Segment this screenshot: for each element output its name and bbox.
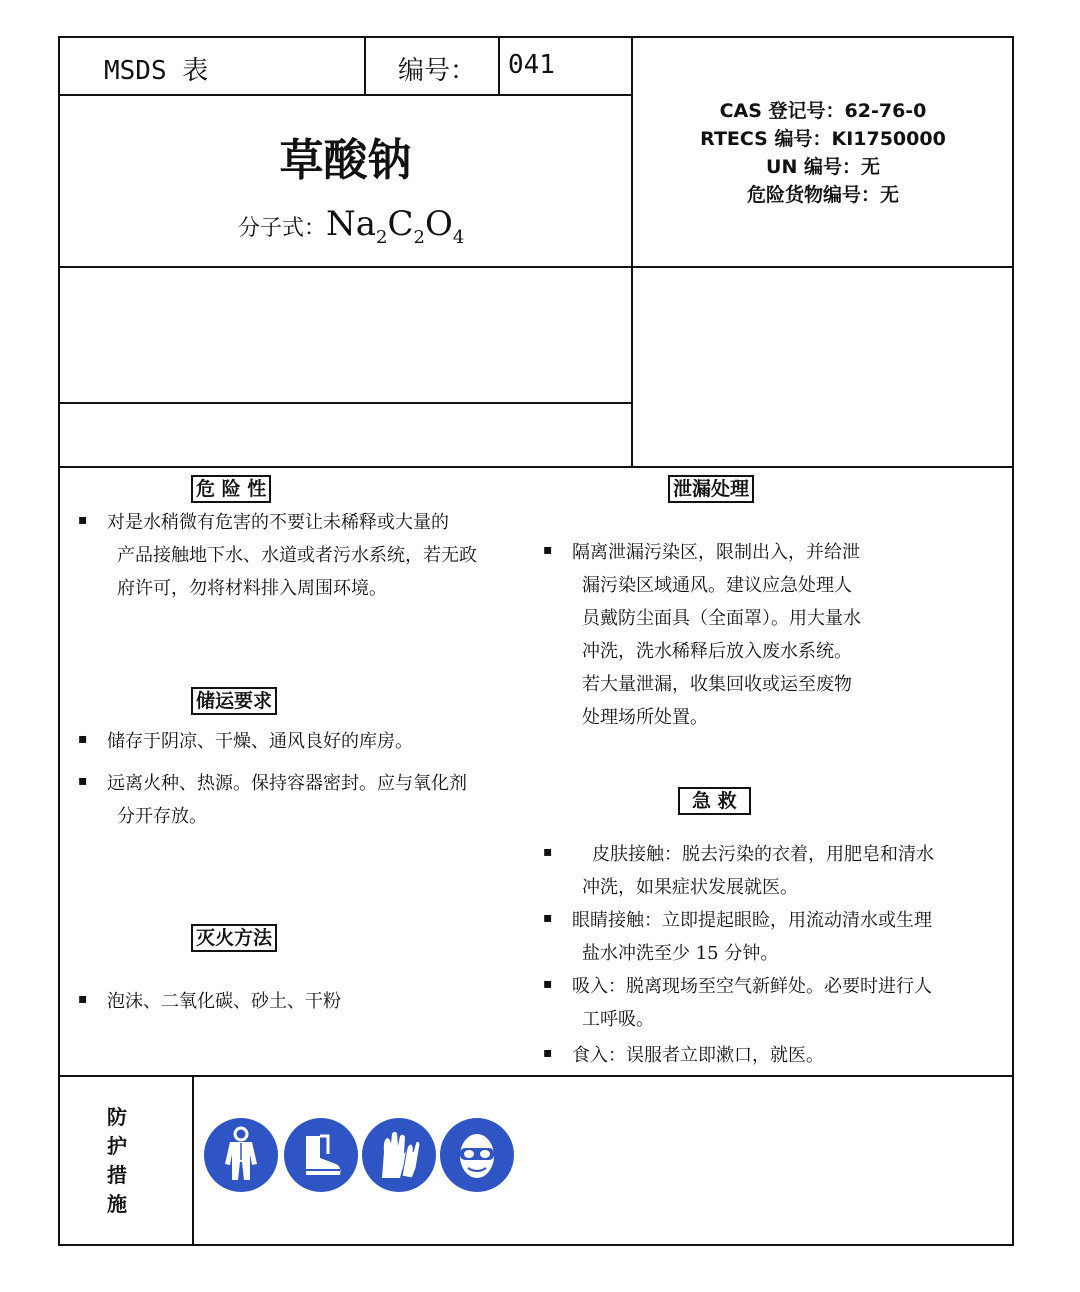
bullet-marker: ▪ bbox=[543, 844, 553, 860]
list-item-line: 若大量泄漏，收集回收或运至废物 bbox=[582, 674, 852, 695]
storage-section-title: 储运要求 bbox=[191, 687, 277, 715]
list-item-line: 产品接触地下水、水道或者污水系统，若无政 bbox=[117, 545, 477, 566]
number-label: 编号： bbox=[398, 56, 477, 86]
protective-gloves-icon bbox=[362, 1118, 436, 1192]
msds-sheet-frame bbox=[58, 36, 1014, 1246]
un-number: UN 编号：无 bbox=[766, 156, 880, 178]
bullet-marker: ▪ bbox=[543, 1045, 553, 1061]
grid-line bbox=[498, 38, 500, 95]
protective-suit-icon bbox=[204, 1118, 278, 1192]
face-shield-goggles-icon bbox=[440, 1118, 514, 1192]
list-item-line: 远离火种、热源。保持容器密封。应与氧化剂 bbox=[107, 773, 467, 794]
bullet-marker: ▪ bbox=[78, 512, 88, 528]
list-item-line: 员戴防尘面具（全面罩）。用大量水 bbox=[582, 608, 861, 629]
grid-line bbox=[60, 402, 632, 404]
fire-section-title: 灭火方法 bbox=[191, 924, 277, 952]
list-item-line: 分开存放。 bbox=[117, 806, 207, 827]
number-value: 041 bbox=[508, 50, 555, 80]
bullet-marker: ▪ bbox=[543, 976, 553, 992]
list-item-line: 盐水冲洗至少 15 分钟。 bbox=[582, 943, 779, 964]
grid-line bbox=[60, 266, 1013, 268]
substance-name: 草酸钠 bbox=[279, 135, 412, 186]
formula-value: $Na_2C_2O_4$ bbox=[326, 204, 465, 248]
list-item-line: 吸入：脱离现场至空气新鲜处。必要时进行人 bbox=[572, 976, 932, 997]
list-item-line: 泡沫、二氧化碳、砂土、干粉 bbox=[107, 991, 341, 1012]
bullet-marker: ▪ bbox=[78, 773, 88, 789]
list-item-line: 府许可，勿将材料排入周围环境。 bbox=[117, 578, 387, 599]
list-item-line: 储存于阴凉、干燥、通风良好的库房。 bbox=[107, 731, 413, 752]
list-item-line: 眼睛接触：立即提起眼睑，用流动清水或生理 bbox=[572, 910, 932, 931]
grid-line bbox=[60, 1075, 1013, 1077]
list-item-line: 漏污染区域通风。建议应急处理人 bbox=[582, 575, 852, 596]
list-item-line: 冲洗，洗水稀释后放入废水系统。 bbox=[582, 641, 852, 662]
dangerous-goods-number: 危险货物编号：无 bbox=[746, 184, 899, 206]
list-item-line: 食入：误服者立即漱口，就医。 bbox=[572, 1045, 824, 1066]
cas-number: CAS 登记号：62-76-0 bbox=[719, 100, 927, 122]
molecular-formula bbox=[238, 204, 464, 248]
grid-line bbox=[60, 466, 1013, 468]
hazard-section-title: 危 险 性 bbox=[191, 475, 271, 503]
list-item-line: 冲洗，如果症状发展就医。 bbox=[582, 877, 798, 898]
rtecs-number: RTECS 编号：KI1750000 bbox=[700, 128, 946, 150]
grid-line bbox=[192, 1076, 194, 1244]
grid-line bbox=[364, 38, 366, 95]
first-aid-section-title: 急 救 bbox=[678, 787, 751, 815]
list-item-line: 处理场所处置。 bbox=[582, 707, 708, 728]
bullet-marker: ▪ bbox=[543, 542, 553, 558]
formula-label: 分子式： bbox=[238, 216, 327, 241]
list-item-line: 皮肤接触：脱去污染的衣着，用肥皂和清水 bbox=[592, 844, 934, 865]
bullet-marker: ▪ bbox=[543, 910, 553, 926]
msds-label: MSDS 表 bbox=[104, 56, 209, 86]
list-item-line: 工呼吸。 bbox=[582, 1009, 654, 1030]
grid-line bbox=[60, 94, 633, 96]
leak-section-title: 泄漏处理 bbox=[668, 475, 754, 503]
bullet-marker: ▪ bbox=[78, 731, 88, 747]
protection-label: 防 护 措 施 bbox=[107, 1105, 127, 1216]
bullet-marker: ▪ bbox=[78, 991, 88, 1007]
list-item-line: 对是水稍微有危害的不要让未稀释或大量的 bbox=[107, 512, 449, 533]
list-item-line: 隔离泄漏污染区，限制出入，并给泄 bbox=[572, 542, 860, 563]
safety-boots-icon bbox=[284, 1118, 358, 1192]
